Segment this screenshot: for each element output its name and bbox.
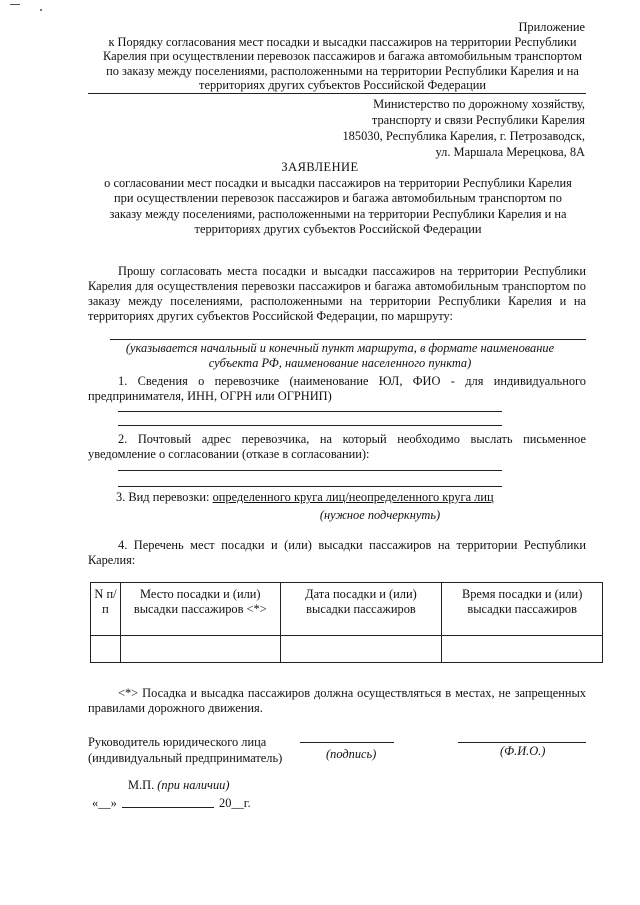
table-cell[interactable] xyxy=(91,636,121,663)
name-field[interactable] xyxy=(458,742,586,743)
carrier-field-2[interactable] xyxy=(118,425,502,426)
table-cell[interactable] xyxy=(280,636,442,663)
signature-caption: (подпись) xyxy=(326,747,377,761)
annex-line: Карелия при осуществлении перевозок пассажиров и багажа автомобильным транспортом xyxy=(103,49,582,64)
places-item: 4. Перечень мест посадки и (или) высадки пассажиров на территории Республики Карелия: xyxy=(88,538,586,567)
route-hint xyxy=(100,341,580,371)
table-cell[interactable] xyxy=(120,636,280,663)
carrier-item: 1. Сведения о перевозчике (наименование ЮЛ, ФИО - для индивидуального предпринимателя, ИНН, ОГРН или ОГРНИП) xyxy=(88,374,586,403)
scan-mark xyxy=(10,4,20,5)
seal-place xyxy=(128,778,229,793)
addressee-line: транспорту и связи Республики Карелия xyxy=(371,113,585,127)
transport-type-item xyxy=(116,490,494,505)
annex-title: Приложение xyxy=(518,20,585,34)
column-header-time: Время посадки и (или) высадки пассажиров xyxy=(442,583,603,636)
postal-address-item: 2. Почтовый адрес перевозчика, на который необходимо выслать письменное уведомление о согласовании (отказе в согласовании): xyxy=(88,432,586,461)
transport-type-label: 3. Вид перевозки: xyxy=(116,490,210,504)
document-subtitle xyxy=(88,176,588,238)
column-header-date: Дата посадки и (или) высадки пассажиров xyxy=(280,583,442,636)
route-hint-line: субъекта РФ, наименование населенного пункта) xyxy=(208,356,472,370)
signature-field[interactable] xyxy=(300,742,394,743)
footnote: <*> Посадка и высадка пассажиров должна осуществляться в местах, не запрещенных правилами дорожного движения. xyxy=(88,686,586,715)
date-year[interactable]: 20__г. xyxy=(219,796,251,810)
subtitle-line: при осуществлении перевозок пассажиров и багажа автомобильным транспортом по xyxy=(114,191,562,206)
table-cell[interactable] xyxy=(442,636,603,663)
date-month-field[interactable] xyxy=(122,807,214,808)
addressee-line: 185030, Республика Карелия, г. Петрозаводск, xyxy=(342,129,585,143)
table-row xyxy=(91,636,603,663)
seal-note: (при наличии) xyxy=(157,778,230,792)
route-hint-line: (указывается начальный и конечный пункт маршрута, в формате наименование xyxy=(125,341,555,355)
subtitle-line: заказу между поселениями, расположенными на территории Республики Карелия и на xyxy=(109,206,567,221)
date-day[interactable]: «__» xyxy=(92,796,117,810)
postal-address-field-2[interactable] xyxy=(118,486,502,487)
table-header-row xyxy=(91,583,603,636)
request-paragraph: Прошу согласовать места посадки и высадки пассажиров на территории Республики Карелия для осуществления перевозки пассажиров и багажа автомобильным транспортом по заказу между поселениями, расположенными на территории Республики Карелия и на территориях других субъектов Российской Федерации, по маршруту: xyxy=(88,264,586,323)
column-header-number: N п/п xyxy=(91,583,121,636)
subtitle-line: о согласовании мест посадки и высадки пассажиров на территории Республики Карелия xyxy=(104,176,572,190)
signatory-line: Руководитель юридического лица xyxy=(88,735,267,749)
route-field[interactable] xyxy=(110,339,586,340)
addressee-line: Министерство по дорожному хозяйству, xyxy=(373,97,585,111)
addressee-line: ул. Маршала Мерецкова, 8А xyxy=(435,145,585,159)
annex-line: по заказу между поселениями, расположенными на территории Республики Карелия и на xyxy=(106,63,579,78)
seal-label: М.П. xyxy=(128,778,155,792)
scan-dot xyxy=(40,9,42,11)
addressee-block xyxy=(342,96,585,160)
document-title: ЗАЯВЛЕНИЕ xyxy=(281,160,359,174)
annex-line: территориях других субъектов Российской Федерации xyxy=(199,78,486,93)
transport-type-hint: (нужное подчеркнуть) xyxy=(319,508,441,522)
carrier-field[interactable] xyxy=(118,411,502,412)
annex-line: к Порядку согласования мест посадки и высадки пассажиров на территории Республики xyxy=(108,34,577,49)
date-line xyxy=(92,796,251,811)
header-divider xyxy=(88,93,586,94)
postal-address-field[interactable] xyxy=(118,470,502,471)
column-header-place: Место посадки и (или) высадки пассажиров <*> xyxy=(120,583,280,636)
signatory-line: (индивидуальный предприниматель) xyxy=(88,751,283,765)
subtitle-line: территориях других субъектов Российской Федерации xyxy=(194,222,482,237)
places-table xyxy=(90,582,603,663)
name-caption: (Ф.И.О.) xyxy=(500,744,546,758)
signatory-block xyxy=(88,734,282,766)
annex-header xyxy=(80,20,585,93)
transport-type-options[interactable]: определенного круга лиц/неопределенного круга лиц xyxy=(212,490,494,504)
